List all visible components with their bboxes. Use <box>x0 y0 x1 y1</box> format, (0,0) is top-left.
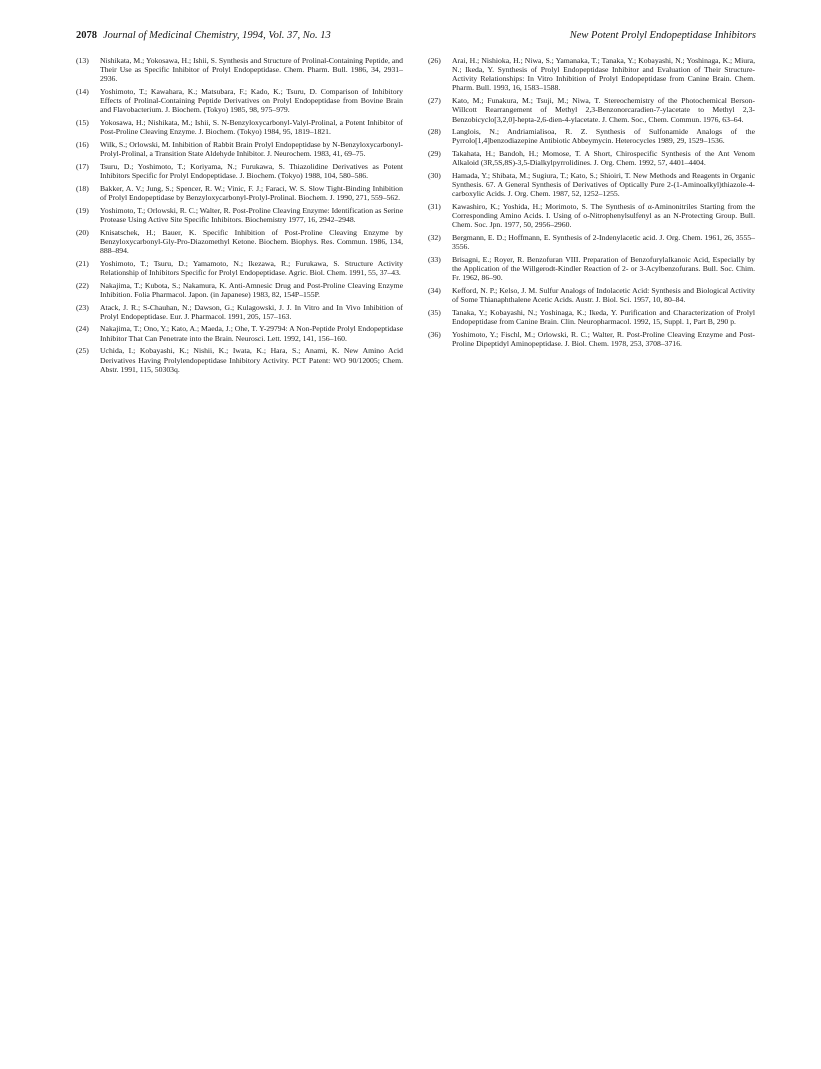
reference-text: Atack, J. R.; S-Chauhan, N.; Dawson, G.; Kulagowski, J. J. In Vitro and In Vivo Inhibition of Prolyl Endopeptidase. Eur. J. Pharmacol. 1991, 205, 157–163. <box>100 302 403 321</box>
reference-text: Bergmann, E. D.; Hoffmann, E. Synthesis of 2-Indenylacetic acid. J. Org. Chem. 1961, 26, 3555–3556. <box>452 233 755 252</box>
reference-item <box>76 259 403 277</box>
reference-item <box>428 330 755 348</box>
reference-number: (31) <box>428 202 441 212</box>
references-right-column <box>428 56 755 352</box>
reference-number: (16) <box>76 140 89 150</box>
journal-citation: Journal of Medicinal Chemistry, 1994, Vol. 37, No. 13 <box>103 30 331 41</box>
page-header <box>76 30 756 46</box>
running-title: New Potent Prolyl Endopeptidase Inhibitors <box>569 30 756 41</box>
reference-item <box>428 127 755 145</box>
reference-text: Hamada, Y.; Shibata, M.; Sugiura, T.; Kato, S.; Shioiri, T. New Methods and Reagents in Organic Synthesis. 67. A General Synthesis of Derivatives of Optically Pure 2-(1-Aminoalkyl)thiazole-4-carboxylic Acids. J. Org. Chem. 1987, 52, 1252–1255. <box>452 171 755 199</box>
reference-text: Uchida, I.; Kobayashi, K.; Nishii, K.; Iwata, K.; Hara, S.; Anami, K. New Amino Acid Derivatives Having Prolylendopeptidase Inhibitory Activity. PCT Patent: WO 90/12005; Chem. Abstr. 1991, 115, 50303q. <box>100 346 403 374</box>
reference-item <box>428 56 755 93</box>
reference-number: (17) <box>76 161 89 171</box>
reference-item <box>76 184 403 202</box>
reference-item <box>428 202 755 229</box>
reference-item <box>76 346 403 373</box>
reference-text: Nishikata, M.; Yokosawa, H.; Ishii, S. Synthesis and Structure of Prolinal-Containing Peptide, and Their Use as Specific Inhibitor of Prolyl Endopeptidase. Chem. Pharm. Bull. 1986, 34, 2931–2936. <box>100 56 403 84</box>
reference-number: (21) <box>76 258 89 268</box>
reference-text: Kato, M.; Funakura, M.; Tsuji, M.; Niwa, T. Stereochemistry of the Photochemical Berson-Willcott Rearrangement of Methyl 2,3-Benzonorcaradien-7-ylacetate to Methyl 2,3-Benzobicyclo[3,2,0]-hepta-2,6-dien-4-ylacetate. J. Chem. Soc., Chem. Commun. 1976, 63–64. <box>452 96 755 124</box>
reference-item <box>428 171 755 198</box>
reference-text: Knisatschek, H.; Bauer, K. Specific Inhibition of Post-Proline Cleaving Enzyme by Benzyloxycarbonyl-Gly-Pro-Diazomethyl Ketone. Biochem. Biophys. Res. Commun. 1986, 134, 888–894. <box>100 227 403 255</box>
references-left-column <box>76 56 403 377</box>
reference-item <box>428 308 755 326</box>
reference-number: (26) <box>428 56 441 65</box>
reference-item <box>76 281 403 299</box>
reference-text: Brisagni, E.; Royer, R. Benzofuran VIII. Preparation of Benzofurylalkanoic Acid, Especially by the Application of the Willgerodt-Kindler Reaction of 2- or 3-Acylbenzofurans. Bull. Soc. Chim. Fr. 1962, 86–90. <box>452 255 755 283</box>
reference-item <box>428 255 755 282</box>
reference-text: Arai, H.; Nishioka, H.; Niwa, S.; Yamanaka, T.; Tanaka, Y.; Kobayashi, N.; Yoshinaga, K.; Miura, N.; Ikeda, Y. Synthesis of Prolyl Endopeptidase Inhibitor and Evaluation of Their Structure-Activity Relationships: In Vitro Inhibition of Prolyl Endopeptidase from Canine Brain. Chem. Pharm. Bull. 1993, 16, 1583–1588. <box>452 56 755 93</box>
reference-text: Yoshimoto, T.; Tsuru, D.; Yamamoto, N.; Ikezawa, R.; Furukawa, S. Structure Activity Relationship of Inhibitors Specific for Prolyl Endopeptidase. Agric. Biol. Chem. 1991, 55, 37–43. <box>100 258 403 277</box>
reference-item <box>428 96 755 123</box>
reference-text: Nakajima, T.; Kubota, S.; Nakamura, K. Anti-Amnesic Drug and Post-Proline Cleaving Enzyme Inhibition. Folia Pharmacol. Japon. (in Japanese) 1983, 82, 154P–155P. <box>100 280 403 299</box>
reference-text: Yokosawa, H.; Nishikata, M.; Ishii, S. N-Benzyloxycarbonyl-Valyl-Prolinal, a Potent Inhibitor of Post-Proline Cleaving Enzyme. J. Biochem. (Tokyo) 1984, 95, 1819–1821. <box>100 118 403 137</box>
reference-text: Bakker, A. V.; Jung, S.; Spencer, R. W.; Vinic, F. J.; Faraci, W. S. Slow Tight-Binding Inhibition of Prolyl Endopeptidase by Benzyloxycarbonyl-Prolyl-Prolinal. Biochem. J. 1990, 271, 559–562. <box>100 183 403 202</box>
reference-number: (15) <box>76 118 89 128</box>
reference-number: (33) <box>428 255 441 265</box>
reference-text: Tsuru, D.; Yoshimoto, T.; Koriyama, N.; Furukawa, S. Thiazolidine Derivatives as Potent Inhibitors Specific for Prolyl Endopeptidase. J. Biochem. (Tokyo) 1988, 104, 580–586. <box>100 161 403 181</box>
reference-text: Kawashiro, K.; Yoshida, H.; Morimoto, S. The Synthesis of α-Aminonitriles Starting from the Corresponding Amino Acids. I. Using of o-Nitrophenylsulfenyl as an N-Protecting Group. Bull. Chem. Soc. Jpn. 1977, 50, 2956–2960. <box>452 202 755 230</box>
reference-item <box>428 233 755 251</box>
reference-item <box>76 162 403 180</box>
reference-number: (25) <box>76 346 89 356</box>
reference-item <box>76 206 403 224</box>
reference-number: (19) <box>76 205 89 215</box>
reference-number: (23) <box>76 302 89 312</box>
reference-number: (20) <box>76 227 89 237</box>
reference-text: Tanaka, Y.; Kobayashi, N.; Yoshinaga, K.; Ikeda, Y. Purification and Characterization of Prolyl Endopeptidase from Canine Brain. Clin. Neuropharmacol. 1992, 15, Suppl. 1, Part B, 290 p. <box>452 308 755 327</box>
reference-item <box>76 303 403 321</box>
reference-number: (22) <box>76 280 89 290</box>
reference-number: (14) <box>76 87 89 97</box>
reference-number: (34) <box>428 286 441 296</box>
reference-number: (13) <box>76 56 89 65</box>
journal-page <box>76 30 756 374</box>
reference-text: Yoshimoto, T.; Kawahara, K.; Matsubara, F.; Kado, K.; Tsuru, D. Comparison of Inhibitory Effects of Prolinal-Containing Peptide Derivatives on Prolyl Endopeptidase from Bovine Brain and Flavobacterium. J. Biochem. (Tokyo) 1985, 98, 975–979. <box>100 87 403 115</box>
reference-item <box>428 149 755 167</box>
reference-text: Takahata, H.; Bandoh, H.; Momose, T. A Short, Chirospecific Synthesis of the Ant Venom Alkaloid (3R,5S,8S)-3,5-Dialkylpyrrolidines. J. Org. Chem. 1992, 57, 4401–4404. <box>452 149 755 168</box>
reference-text: Yoshimoto, Y.; Fischl, M.; Orlowski, R. C.; Walter, R. Post-Proline Cleaving Enzyme and Post-Proline Dipeptidyl Aminopeptidase. J. Biol. Chem. 1978, 253, 3708–3716. <box>452 330 755 349</box>
reference-number: (29) <box>428 149 441 159</box>
reference-number: (24) <box>76 324 89 334</box>
reference-text: Wilk, S.; Orlowski, M. Inhibition of Rabbit Brain Prolyl Endopeptidase by N-Benzyloxycarbonyl-Prolyl-Prolinal, a Transition State Aldehyde Inhibitor. J. Neurochem. 1983, 41, 69–75. <box>100 140 403 159</box>
reference-text: Yoshimoto, T.; Orlowski, R. C.; Walter, R. Post-Proline Cleaving Enzyme: Identification as Serine Protease Using Active Site Specific Inhibitors. Biochemistry 1977, 16, 2942–2948. <box>100 205 403 224</box>
reference-number: (27) <box>428 96 441 106</box>
reference-number: (32) <box>428 233 441 243</box>
reference-number: (35) <box>428 308 441 318</box>
reference-number: (36) <box>428 330 441 339</box>
reference-text: Nakajima, T.; Ono, Y.; Kato, A.; Maeda, J.; Ohe, T. Y-29794: A Non-Peptide Prolyl Endopeptidase Inhibitor That Can Penetrate into the Brain. Neurosci. Lett. 1992, 141, 156–160. <box>100 324 403 343</box>
page-number: 2078 <box>76 30 97 41</box>
reference-item <box>76 228 403 255</box>
reference-number: (30) <box>428 171 441 181</box>
reference-item <box>76 324 403 342</box>
reference-item <box>76 140 403 158</box>
reference-item <box>76 87 403 114</box>
reference-item <box>76 118 403 136</box>
reference-number: (28) <box>428 127 441 137</box>
reference-text: Kefford, N. P.; Kelso, J. M. Sulfur Analogs of Indolacetic Acid: Synthesis and Biological Activity of Some Thianaphthalene Acetic Acids. Austr. J. Biol. Sci. 1957, 10, 80–84. <box>452 286 755 305</box>
reference-item <box>76 56 403 83</box>
header-left <box>76 30 331 41</box>
reference-item <box>428 286 755 304</box>
reference-text: Langlois, N.; Andriamialisoa, R. Z. Synthesis of Sulfonamide Analogs of the Pyrrolo[1,4]benzodiazepine Antibiotic Abbeymycin. Heterocycles 1989, 29, 1529–1536. <box>452 127 755 146</box>
reference-number: (18) <box>76 183 89 193</box>
